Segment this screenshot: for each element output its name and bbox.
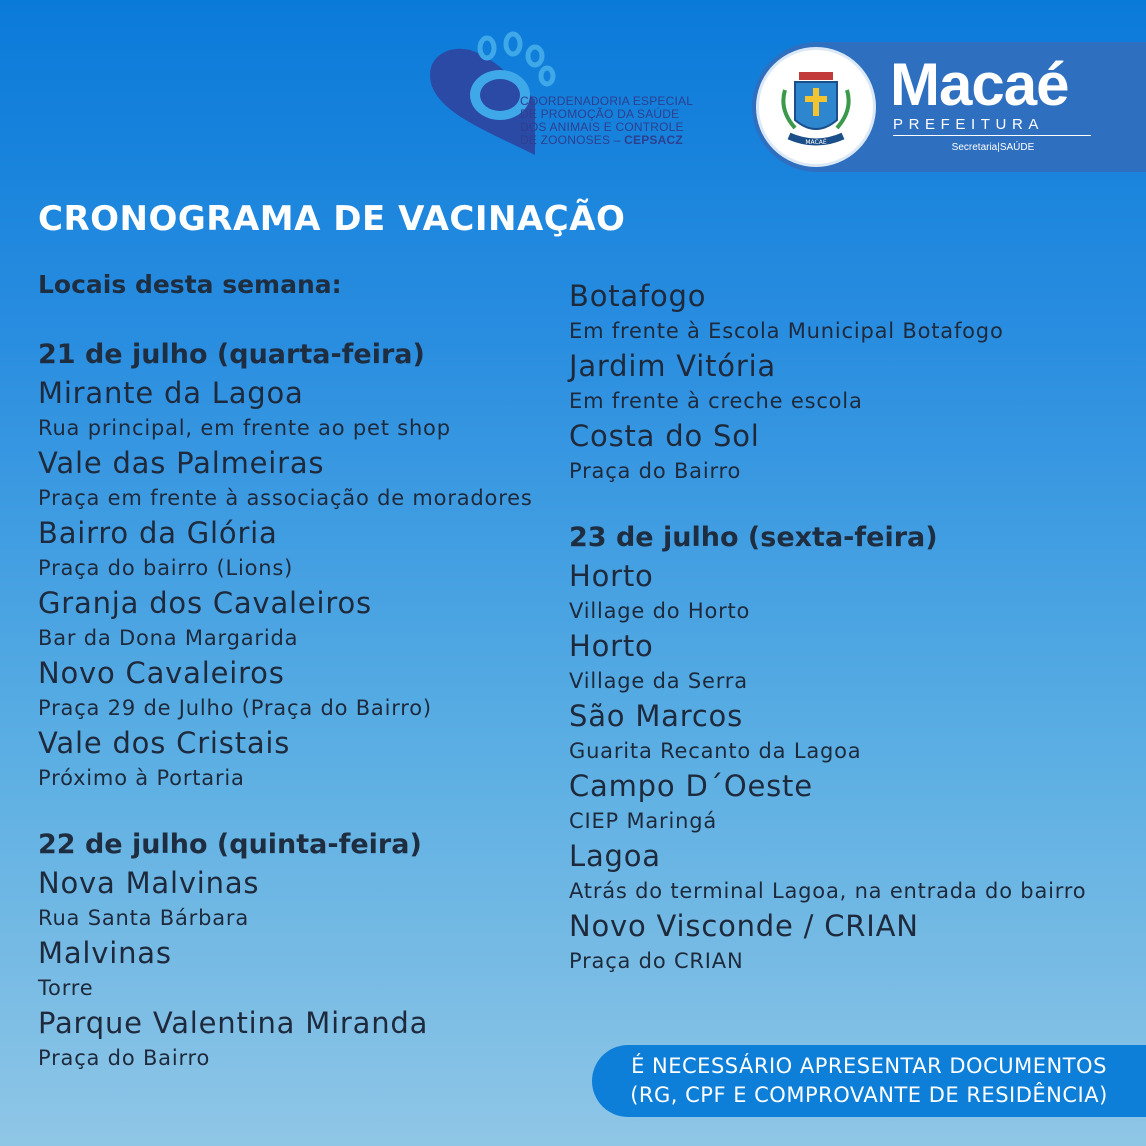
paw-toe bbox=[480, 38, 494, 58]
documents-notice bbox=[592, 1045, 1146, 1117]
paw-toe bbox=[541, 68, 553, 84]
location-detail: Praça do Bairro bbox=[569, 459, 742, 483]
location-detail: Praça do CRIAN bbox=[569, 949, 744, 973]
location-name: Parque Valentina Miranda bbox=[38, 1006, 429, 1040]
location-detail: Praça 29 de Julho (Praça do Bairro) bbox=[38, 696, 432, 720]
cepsacz-line: DE PROMOÇÃO DA SAÚDE bbox=[520, 107, 680, 121]
day-heading: 22 de julho (quinta-feira) bbox=[38, 829, 422, 860]
location-detail: Praça do Bairro bbox=[38, 1046, 211, 1070]
location-name: Novo Visconde / CRIAN bbox=[569, 909, 919, 943]
cepsacz-line: COORDENADORIA ESPECIAL bbox=[520, 94, 694, 108]
location-name: Malvinas bbox=[38, 936, 172, 970]
location-name: Lagoa bbox=[569, 839, 661, 873]
day-heading: 23 de julho (sexta-feira) bbox=[569, 522, 938, 553]
location-name: Bairro da Glória bbox=[38, 516, 278, 550]
location-detail: Em frente à creche escola bbox=[569, 389, 863, 413]
macae-crest-emblem bbox=[756, 47, 876, 167]
cepsacz-acronym: CEPSACZ bbox=[624, 133, 683, 147]
schedule-right-column bbox=[569, 278, 1139, 978]
page-title: CRONOGRAMA DE VACINAÇÃO bbox=[38, 199, 626, 239]
location-detail: Em frente à Escola Municipal Botafogo bbox=[569, 319, 1004, 343]
location-detail: Atrás do terminal Lagoa, na entrada do bairro bbox=[569, 879, 1087, 903]
location-name: Horto bbox=[569, 559, 654, 593]
location-name: Novo Cavaleiros bbox=[38, 656, 285, 690]
location-detail: Village do Horto bbox=[569, 599, 751, 623]
location-detail: CIEP Maringá bbox=[569, 809, 718, 833]
cepsacz-line: DOS ANIMAIS E CONTROLE bbox=[520, 120, 684, 134]
paw-toe bbox=[506, 34, 520, 54]
location-name: Vale das Palmeiras bbox=[38, 446, 325, 480]
location-name: Mirante da Lagoa bbox=[38, 376, 304, 410]
location-detail: Rua principal, em frente ao pet shop bbox=[38, 416, 451, 440]
location-detail: Torre bbox=[38, 976, 94, 1000]
location-name: Vale dos Cristais bbox=[38, 726, 291, 760]
macae-wordmark: Macaé bbox=[890, 51, 1069, 118]
schedule-left-column bbox=[38, 265, 568, 1075]
secretaria-saude-label: Secretaria|SAÚDE bbox=[951, 142, 1035, 153]
paw-toe bbox=[528, 47, 542, 65]
prefeitura-label: PREFEITURA bbox=[893, 117, 1091, 136]
location-detail: Rua Santa Bárbara bbox=[38, 906, 249, 930]
week-subtitle: Locais desta semana: bbox=[38, 270, 342, 299]
day-heading: 21 de julho (quarta-feira) bbox=[38, 339, 425, 370]
location-name: Granja dos Cavaleiros bbox=[38, 586, 372, 620]
location-name: Costa do Sol bbox=[569, 419, 760, 453]
location-name: Botafogo bbox=[569, 279, 707, 313]
location-name: Horto bbox=[569, 629, 654, 663]
notice-line-2: (RG, CPF E COMPROVANTE DE RESIDÊNCIA) bbox=[630, 1083, 1108, 1107]
location-name: São Marcos bbox=[569, 699, 744, 733]
location-detail: Village da Serra bbox=[569, 669, 748, 693]
location-name: Nova Malvinas bbox=[38, 866, 260, 900]
crest-icon bbox=[759, 50, 873, 164]
location-detail: Bar da Dona Margarida bbox=[38, 626, 299, 650]
cepsacz-logo-text bbox=[520, 95, 720, 147]
location-detail: Praça do bairro (Lions) bbox=[38, 556, 294, 580]
cepsacz-line: DE ZOONOSES – bbox=[520, 133, 625, 147]
location-name: Jardim Vitória bbox=[569, 349, 776, 383]
location-detail: Próximo à Portaria bbox=[38, 766, 245, 790]
location-detail: Guarita Recanto da Lagoa bbox=[569, 739, 862, 763]
location-name: Campo D´Oeste bbox=[569, 769, 813, 803]
crest-text: MACAÉ bbox=[805, 139, 827, 146]
notice-line-1: É NECESSÁRIO APRESENTAR DOCUMENTOS bbox=[631, 1054, 1107, 1078]
location-detail: Praça em frente à associação de moradores bbox=[38, 486, 533, 510]
